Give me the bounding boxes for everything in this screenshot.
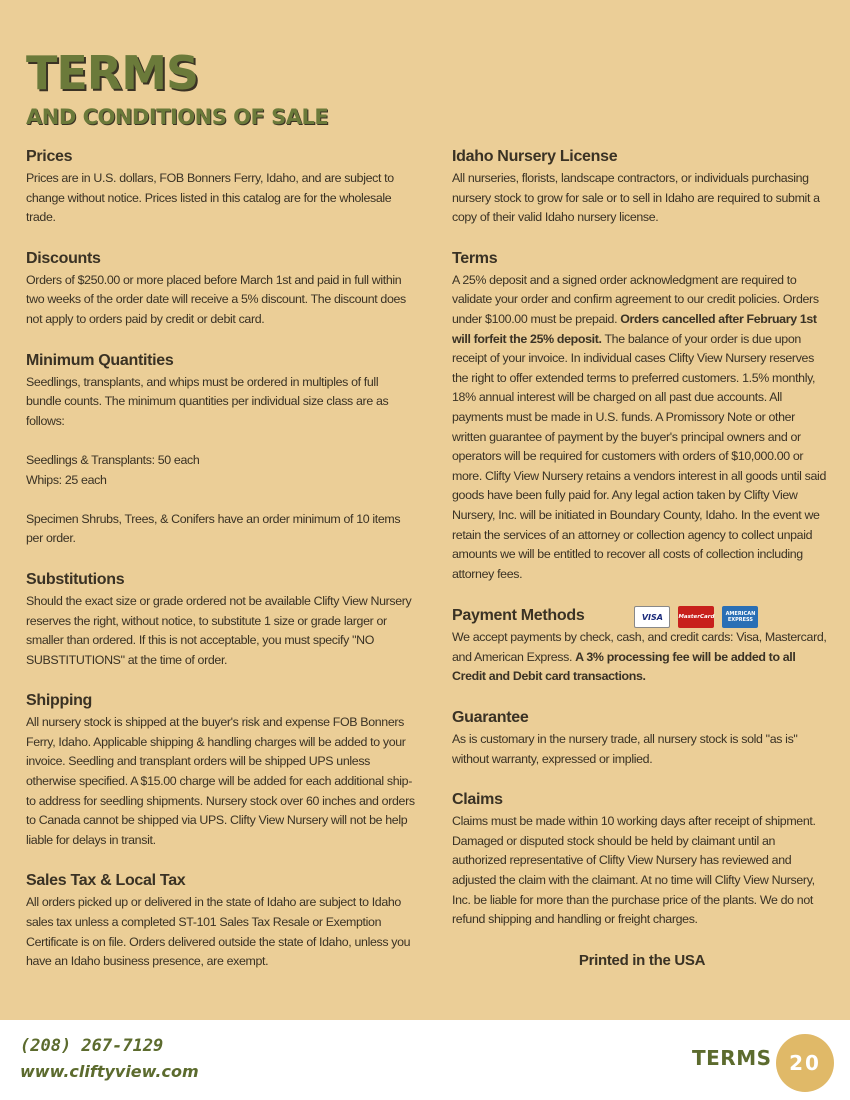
terms-section bbox=[452, 250, 832, 585]
phone-number: (208) 267-7129 bbox=[20, 1036, 164, 1056]
section-label: TERMS bbox=[692, 1046, 772, 1070]
credit-card-logos bbox=[634, 606, 758, 628]
terms-text bbox=[452, 271, 832, 585]
discounts-heading: Discounts bbox=[26, 249, 101, 267]
discounts-section bbox=[26, 250, 416, 330]
specimen-minimum: Specimen Shrubs, Trees, & Conifers have an order minimum of 10 items per order. bbox=[26, 511, 401, 546]
seedlings-minimum: Seedlings & Transplants: 50 each bbox=[26, 452, 200, 467]
minimum-quantities-text: Seedlings, transplants, and whips must be ordered in multiples of full bundle counts. The minimum quantities per individual size class are as follows: bbox=[26, 374, 389, 428]
terms-heading: Terms bbox=[452, 249, 498, 267]
nursery-license-heading: Idaho Nursery License bbox=[452, 148, 618, 165]
minimum-quantities-section bbox=[26, 352, 416, 549]
payment-methods-header bbox=[452, 606, 832, 628]
prices-section bbox=[26, 148, 416, 228]
processing-fee-note: A 3% processing fee will be added to all Credit and Debit card transactions. bbox=[452, 649, 796, 684]
right-column bbox=[452, 148, 832, 969]
visa-card-icon: VISA bbox=[634, 606, 670, 628]
nursery-license-section bbox=[452, 148, 832, 228]
substitutions-section bbox=[26, 571, 416, 670]
left-column bbox=[26, 148, 416, 994]
shipping-heading: Shipping bbox=[26, 692, 93, 710]
page-number-badge: 20 bbox=[776, 1034, 834, 1092]
payment-methods-text bbox=[452, 628, 832, 687]
substitutions-text: Should the exact size or grade ordered not be available Clifty View Nursery reserves the right, without notice, to substitute 1 size or grade larger or smaller than ordered. If this is not acceptable, you must specify "NO SUBSTITUTIONS" at the time of order. bbox=[26, 593, 412, 667]
printed-in-usa: Printed in the USA bbox=[578, 951, 706, 969]
guarantee-section bbox=[452, 709, 832, 769]
claims-text: Claims must be made within 10 working days after receipt of shipment. Damaged or disputed stock should be held by claimant until an authorized representative of Clifty View Nursery has reviewed and adjusted the claim with the claimant. At no time will Clifty View Nursery, Inc. be liable for more than the purchase price of the plants. We do not refund shipping and handling or freight charges. bbox=[452, 814, 816, 927]
claims-section bbox=[452, 791, 832, 930]
discounts-text: Orders of $250.00 or more placed before March 1st and paid in full within two weeks of the order date will receive a 5% discount. The discount does not apply to orders paid by credit or debit card. bbox=[26, 272, 406, 326]
guarantee-text: As is customary in the nursery trade, all nursery stock is sold "as is" without warranty, expressed or implied. bbox=[452, 732, 798, 766]
claims-heading: Claims bbox=[452, 791, 503, 809]
american-express-icon: AMERICAN EXPRESS bbox=[722, 606, 758, 628]
guarantee-heading: Guarantee bbox=[452, 709, 529, 727]
page-title: TERMS bbox=[26, 46, 199, 100]
sales-tax-heading: Sales Tax & Local Tax bbox=[26, 872, 186, 890]
terms-text-b: The balance of your order is due upon receipt of your invoice. In individual cases Clifty View Nursery reserves the right to offer extended terms to preferred customers. 1.5% monthly, 18% annual interest will be charged on all past due accounts. All payments must be made in U.S. funds. A Promissory Note or other written guarantee of payment by the buyer's principal owners and or operators will be required for customers with orders of $10,000.00 or more. Clifty View Nursery retains a vendors interest in all goods until said goods have been fully paid for. Any legal action taken by Clifty View Nursery, Inc. will be initiated in Boundary County, Idaho. In the event we retain the services of an attorney or collection agency to collect unpaid amounts we will be entitled to recover all costs of collection including attorney fees. bbox=[452, 331, 826, 581]
minimum-quantities-heading: Minimum Quantities bbox=[26, 351, 174, 369]
website-link[interactable]: www.cliftyview.com bbox=[20, 1062, 199, 1081]
sales-tax-section bbox=[26, 872, 416, 971]
prices-heading: Prices bbox=[26, 148, 73, 165]
page-subtitle: AND CONDITIONS OF SALE bbox=[26, 105, 329, 129]
page-footer bbox=[0, 1020, 850, 1100]
terms-text-a: A 25% deposit and a signed order acknowledgment are required to validate your order and confirm agreement to our credit policies. Orders under $100.00 must be prepaid. bbox=[452, 272, 819, 326]
nursery-license-text: All nurseries, florists, landscape contractors, or individuals purchasing nursery stock to grow for sale or to sell in Idaho are required to submit a copy of their valid Idaho nursery license. bbox=[452, 171, 820, 225]
terms-cancellation-note: Orders cancelled after February 1st will forfeit the 25% deposit. bbox=[452, 311, 817, 346]
shipping-text: All nursery stock is shipped at the buyer's risk and expense FOB Bonners Ferry, Idaho. Applicable shipping & handling charges will be added to your invoice. Seedling and transplant orders will be shipped UPS unless otherwise specified. A $15.00 charge will be added for each additional ship-to address for seedling shipments. Nursery stock over 60 inches and orders to Canada cannot be shipped via UPS. Clifty View Nursery will not be help liable for delays in transit. bbox=[26, 715, 415, 847]
sales-tax-text: All orders picked up or delivered in the state of Idaho are subject to Idaho sales tax unless a completed ST-101 Sales Tax Resale or Exemption Certificate is on file. Orders delivered outside the state of Idaho, unless you have an Idaho business presence, are exempt. bbox=[26, 895, 411, 969]
substitutions-heading: Substitutions bbox=[26, 570, 125, 588]
prices-text: Prices are in U.S. dollars, FOB Bonners Ferry, Idaho, and are subject to change without notice. Prices listed in this catalog are for the wholesale trade. bbox=[26, 171, 394, 225]
mastercard-icon: MasterCard bbox=[678, 606, 714, 628]
shipping-section bbox=[26, 692, 416, 850]
whips-minimum: Whips: 25 each bbox=[26, 472, 107, 487]
payment-methods-heading: Payment Methods bbox=[452, 606, 585, 624]
payment-methods-section bbox=[452, 606, 832, 687]
payment-text-a: We accept payments by check, cash, and credit cards: Visa, Mastercard, and American Express. bbox=[452, 630, 827, 664]
